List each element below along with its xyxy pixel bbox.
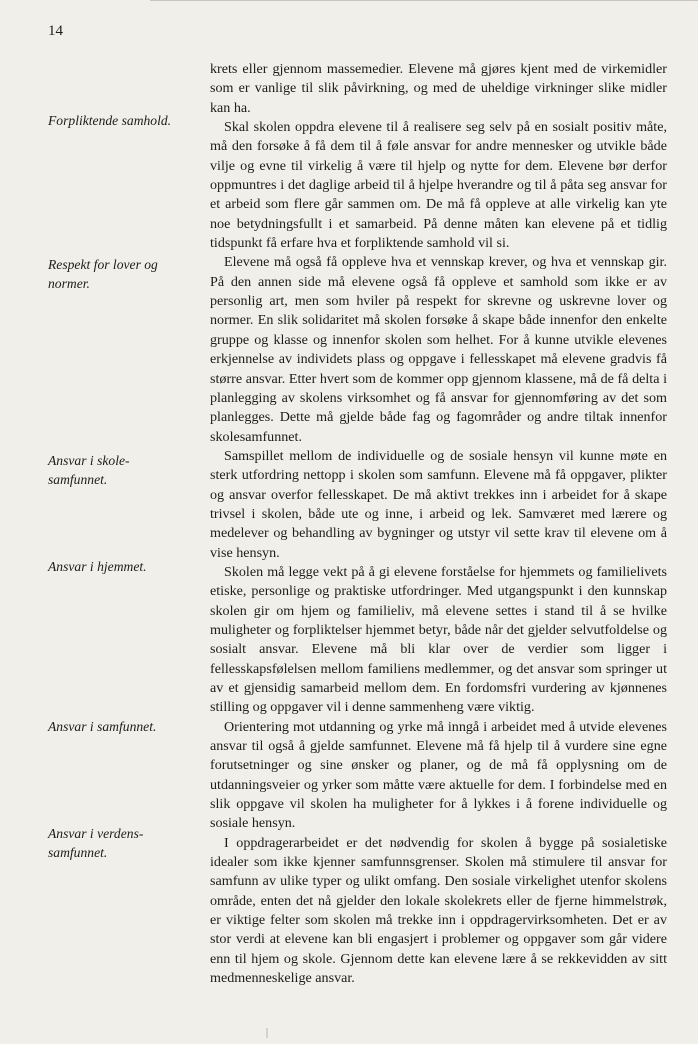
- margin-note-ansvar-samfunnet: [48, 717, 198, 736]
- margin-note-ansvar-hjemmet: [48, 557, 198, 576]
- paragraph-ansvar-hjemmet: Skolen må legge vekt på å gi elevene forståelse for hjemmets og familielivets etiske, personlige og praktiske utfordringer. Med utgangspunkt i den kunnskap skolen gir om hjem og familieliv, må elevene settes i stand til å se hvilke muligheter og forpliktelser hjemmet betyr, både når det gjelder selvutfoldelse og sosialt ansvar. Elevene må bli klar over de verdier som ligger i fellesskapsfølelsen mellom familiens medlemmer, og det ansvar som springer ut av et gjensidig samarbeid mellom dem. En fordomsfri vurdering av kjønnenes stilling og oppgaver vil i denne sammenheng være viktig.: [210, 563, 667, 716]
- paragraph-ansvar-verdenssamfunnet: I oppdragerarbeidet er det nødvendig for skolen å bygge på sosialetiske idealer som ikke kjenner samfunnsgrenser. Skolen må stimulere til ansvar for samfunn av ulike typer og ulikt omfang. Den sosiale virkelighet utenfor skolens område, enten det nå gjelder den lokale skolekrets eller de fjerne himmelstrøk, er viktige felter som skolen må trekke inn i oppdragervirksomheten. Det er av stor verdi at elevene kan bli engasjert i problemer og oppgaver som går videre enn til hjem og skole. Gjennom dette kan elevene lære å se rekkevidden av sitt medmenneskelige ansvar.: [210, 834, 667, 987]
- margin-note-line: Ansvar i skole-: [48, 453, 130, 468]
- margin-note-ansvar-skolesamfunnet: [48, 451, 198, 489]
- margin-note-ansvar-verdenssamfunnet: [48, 824, 198, 862]
- scan-speck: [266, 1028, 268, 1038]
- paragraph-ansvar-skolesamfunnet: Samspillet mellom de individuelle og de sosiale hensyn vil kunne møte en sterk utfordring nettopp i skolen som samfunn. Elevene må få oppgaver, plikter og ansvar overfor fellesskapet. De må aktivt trekkes inn i arbeidet for å skape trivsel i skolen, både ute og inne, i arbeid og lek. Samværet med lærere og medelever og behandling av bygninger og utstyr vil sette krav til elevene om å vise hensyn.: [210, 447, 667, 561]
- margin-note-line: normer.: [48, 276, 90, 291]
- margin-note-line: samfunnet.: [48, 845, 108, 860]
- margin-note-line: Ansvar i verdens-: [48, 826, 144, 841]
- top-rule: [150, 0, 698, 1]
- margin-note-forpliktende-samhold: [48, 111, 198, 130]
- paragraph-ansvar-samfunnet: Orientering mot utdanning og yrke må inngå i arbeidet med å utvide elevenes ansvar til også å gjelde samfunnet. Elevene må få hjelp til å vurdere sine egne forutsetninger og sine ønsker og planer, og de må få opplysning om de utdanningsveier og yrker som måtte være aktuelle for dem. I forbindelse med en slik oppgave vil skolen ha muligheter for å lykkes i å forene individuelle og sosiale hensyn.: [210, 718, 667, 832]
- margin-note-text: Ansvar i hjemmet.: [48, 559, 147, 574]
- paragraph-continuation: krets eller gjennom massemedier. Elevene må gjøres kjent med de virkemidler som er vanlige til slik påvirkning, og med de uheldige virkninger slike midler kan ha.: [210, 61, 667, 116]
- body-text-column: [210, 60, 667, 989]
- paragraph-respekt-for-lover: Elevene må også få oppleve hva et vennskap krever, og hva et vennskap gir. På den annen side må elevene også få oppleve et samhold som ikke er av personlig art, men som hviler på respekt for skrevne og uskrevne lover og normer. En slik solidaritet må skolen forsøke å skape både innenfor den enkelte gruppe og klasse og innenfor skolen som helhet. For å kunne utvikle elevenes erkjennelse av individets plass og oppgave i fellesskapet må elevene gradvis få større ansvar. Etter hvert som de kommer opp gjennom klassene, må de få delta i planlegging av skolens virksomhet og få ansvar for gjennomføring av det som planlegges. Dette må gjelde både fag og fagområder og andre tiltak innenfor skolesamfunnet.: [210, 254, 667, 445]
- margin-note-line: Respekt for lover og: [48, 257, 158, 272]
- margin-note-respekt-for-lover: [48, 255, 198, 293]
- margin-note-line: samfunnet.: [48, 472, 108, 487]
- paragraph-forpliktende-samhold: Skal skolen oppdra elevene til å realisere seg selv på en sosialt positiv måte, må den forsøke å få dem til å føle ansvar for andre mennesker og utvikle både vilje og evne til virkelig å være til hjelp og nytte for dem. Elevene bør derfor oppmuntres i det daglige arbeid til å hjelpe hverandre og til å påta seg ansvar for et arbeid som flere går sammen om. De må få oppleve at alle virkelig kan yte noe betydningsfullt i et samarbeid. På denne måten kan elevene på et tidlig tidspunkt få erfare hva et forpliktende samhold vil si.: [210, 119, 667, 252]
- margin-note-text: Forpliktende samhold.: [48, 113, 172, 128]
- page-number: 14: [48, 23, 63, 39]
- margin-note-text: Ansvar i samfunnet.: [48, 719, 157, 734]
